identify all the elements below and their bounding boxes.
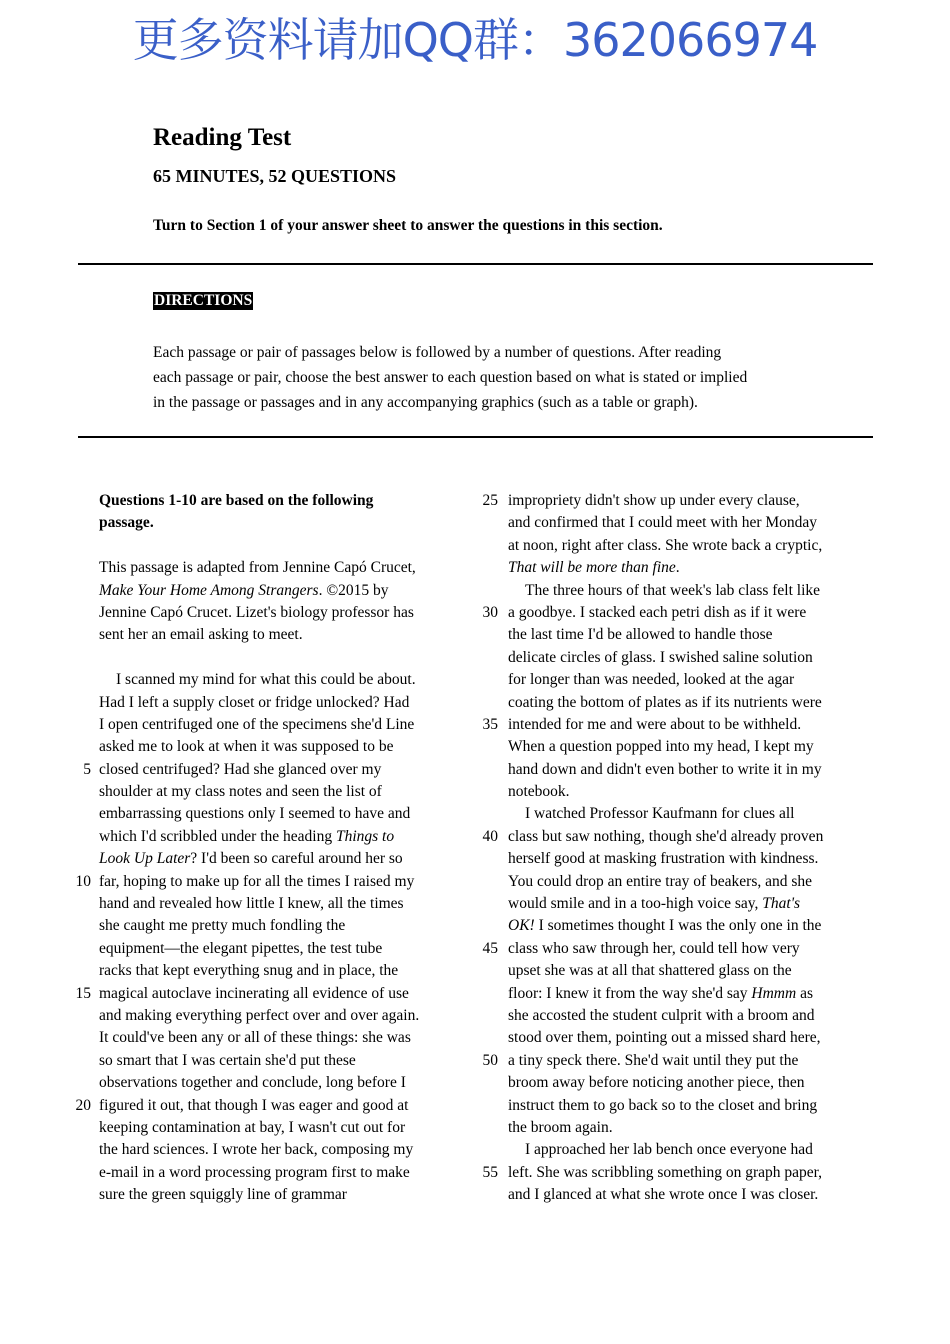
- passage-line: The three hours of that week's lab class felt like: [525, 581, 821, 599]
- passage-line: upset she was at all that shattered glass on the: [508, 962, 792, 980]
- passage-line: 40 class but saw nothing, though she'd already proven: [508, 826, 858, 848]
- book-title: Make Your Home Among Strangers: [99, 581, 319, 599]
- passage-line: That will be more than fine.: [508, 559, 680, 577]
- passage-line: I watched Professor Kaufmann for clues all: [525, 805, 795, 823]
- passage-line: floor: I knew it from the way she'd say Hmmm as: [508, 984, 813, 1002]
- passage-line: I open centrifuged one of the specimens she'd Line: [99, 715, 415, 733]
- line-number: 45: [482, 939, 498, 957]
- passage-line: It could've been any or all of these things: she was: [99, 1029, 411, 1047]
- passage-line: the hard sciences. I wrote her back, composing my: [99, 1141, 414, 1159]
- line-number: 20: [75, 1096, 91, 1114]
- passage-line: notebook.: [508, 783, 570, 801]
- passage-line: observations together and conclude, long before I: [99, 1074, 406, 1092]
- passage-heading: passage.: [99, 514, 154, 532]
- passage-line: at noon, right after class. She wrote back a cryptic,: [508, 536, 823, 554]
- section-instruction: Turn to Section 1 of your answer sheet to answer the questions in this section.: [153, 217, 663, 234]
- passage-line: the broom again.: [508, 1118, 613, 1136]
- line-number: 30: [482, 603, 498, 621]
- passage-intro: Jennine Capó Crucet. Lizet's biology professor has: [99, 603, 414, 621]
- passage-line: instruct them to go back so to the closet and bring: [508, 1096, 818, 1114]
- passage-line: 25 impropriety didn't show up under every clause,: [508, 490, 858, 512]
- passage-line: shoulder at my class notes and seen the list of: [99, 783, 382, 801]
- passage-heading: Questions 1-10 are based on the following: [99, 492, 374, 509]
- passage-line: and making everything perfect over and over again.: [99, 1006, 420, 1024]
- passage-intro: This passage is adapted from Jennine Capó Crucet,: [99, 559, 416, 577]
- passage-line: I scanned my mind for what this could be about.: [116, 671, 416, 689]
- passage-line: delicate circles of glass. I swished saline solution: [508, 648, 813, 666]
- passage-line: would smile and in a too-high voice say, That's: [508, 895, 801, 913]
- passage-line: and confirmed that I could meet with her Monday: [508, 514, 818, 532]
- passage-line: Look Up Later? I'd been so careful around her so: [99, 850, 403, 868]
- directions-label: DIRECTIONS: [154, 292, 253, 309]
- passage-line: 15 magical autoclave incinerating all evidence of use: [99, 983, 454, 1005]
- passage-line: hand down and didn't even bother to write it in my: [508, 760, 822, 778]
- passage-line: keeping contamination at bay, I wasn't cut out for: [99, 1118, 406, 1136]
- passage-line: 5 closed centrifuged? Had she glanced over my: [99, 759, 454, 781]
- line-number: 15: [75, 984, 91, 1002]
- passage-line: the last time I'd be allowed to handle those: [508, 626, 773, 644]
- line-number: 40: [482, 827, 498, 845]
- passage-line: equipment—the elegant pipettes, the test tube: [99, 939, 383, 957]
- passage-line: 35 intended for me and were about to be withheld.: [508, 714, 858, 736]
- passage-line: When a question popped into my head, I kept my: [508, 738, 814, 756]
- passage-line: she caught me pretty much fondling the: [99, 917, 346, 935]
- passage-line: e-mail in a word processing program first to make: [99, 1163, 410, 1181]
- watermark-banner: 更多资料请加QQ群：362066974: [132, 13, 818, 67]
- passage-line: herself good at masking frustration with kindness.: [508, 850, 819, 868]
- passage-line: OK! I sometimes thought I was the only one in the: [508, 917, 822, 935]
- line-number: 55: [482, 1163, 498, 1181]
- passage-line: Had I left a supply closet or fridge unlocked? Had: [99, 693, 410, 711]
- passage-line: sure the green squiggly line of grammar: [99, 1186, 347, 1204]
- test-duration: 65 MINUTES, 52 QUESTIONS: [153, 166, 397, 186]
- passage-intro: Make Your Home Among Strangers. ©2015 by: [99, 581, 389, 599]
- divider-bottom: [78, 436, 873, 438]
- line-number: 5: [83, 760, 91, 778]
- passage-line: embarrassing questions only I seemed to have and: [99, 805, 411, 823]
- passage-right-column: [482, 490, 858, 1207]
- passage-line: so smart that I was certain she'd put these: [99, 1051, 356, 1069]
- directions-line: Each passage or pair of passages below is followed by a number of questions. After reading: [153, 344, 722, 361]
- passage-line: 10 far, hoping to make up for all the times I raised my: [99, 871, 454, 893]
- passage-left-column: [75, 490, 454, 1207]
- directions-line: in the passage or passages and in any accompanying graphics (such as a table or graph).: [153, 394, 698, 411]
- passage-line: 45 class who saw through her, could tell how very: [508, 938, 858, 960]
- directions-line: each passage or pair, choose the best answer to each question based on what is stated or implied: [153, 369, 748, 386]
- passage-line: for longer than was needed, looked at the agar: [508, 671, 795, 689]
- passage-line: hand and revealed how little I knew, all the times: [99, 895, 404, 913]
- passage-line: racks that kept everything snug and in place, the: [99, 962, 399, 980]
- line-number: 25: [482, 492, 498, 509]
- divider-top: [78, 263, 873, 265]
- line-number: 35: [482, 715, 498, 733]
- passage-intro: sent her an email asking to meet.: [99, 626, 303, 644]
- line-number: 50: [482, 1051, 498, 1069]
- passage-line: 20 figured it out, that though I was eager and good at: [99, 1095, 454, 1117]
- directions-text: [153, 340, 813, 415]
- passage-line: broom away before noticing another piece, then: [508, 1074, 805, 1092]
- passage-line: coating the bottom of plates as if its nutrients were: [508, 693, 822, 711]
- passage-line: You could drop an entire tray of beakers, and she: [508, 872, 813, 890]
- passage-line: stood over them, pointing out a missed shard here,: [508, 1029, 821, 1047]
- passage-line: which I'd scribbled under the heading Things to: [99, 827, 395, 845]
- line-number: 10: [75, 872, 91, 890]
- passage-line: 50 a tiny speck there. She'd wait until they put the: [508, 1050, 858, 1072]
- passage-line: I approached her lab bench once everyone had: [525, 1141, 813, 1159]
- passage-line: asked me to look at when it was supposed to be: [99, 738, 394, 756]
- passage-line: and I glanced at what she wrote once I was closer.: [508, 1186, 819, 1204]
- passage-line: 30 a goodbye. I stacked each petri dish as if it were: [508, 602, 858, 624]
- passage-line: 55 left. She was scribbling something on graph paper,: [508, 1162, 858, 1184]
- page-title: Reading Test: [153, 124, 292, 151]
- passage-line: she accosted the student culprit with a broom and: [508, 1006, 815, 1024]
